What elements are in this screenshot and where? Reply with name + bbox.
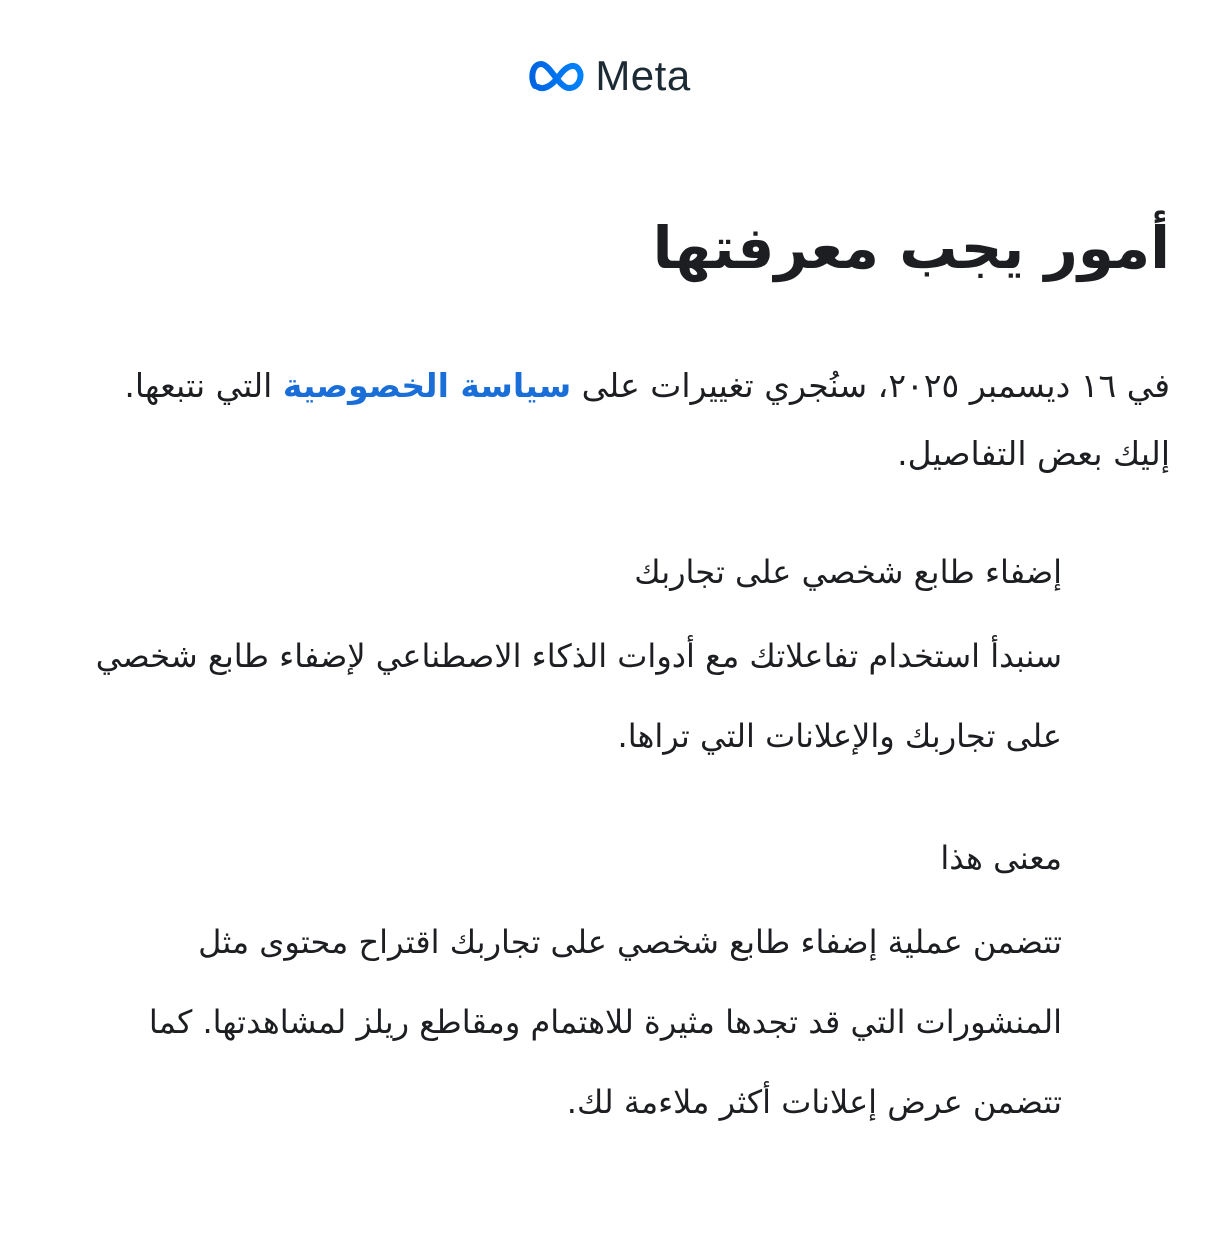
intro-paragraph	[60, 352, 1170, 488]
intro-text-start: في ١٦ ديسمبر ٢٠٢٥، سنُجري تغييرات على	[571, 366, 1170, 405]
page-title: أمور يجب معرفتها	[652, 214, 1170, 282]
section-heading: إضفاء طابع شخصي على تجاربك	[634, 553, 1062, 591]
email-content	[60, 205, 1170, 1142]
section-heading: معنى هذا	[940, 839, 1062, 877]
intro-text-end: التي نتبعها. إليك بعض التفاصيل.	[124, 366, 1170, 473]
email-header	[0, 50, 1220, 102]
section-body: تتضمن عملية إضفاء طابع شخصي على تجاربك اقتراح محتوى مثل المنشورات التي قد تجدها مثيرة للاهتمام ومقاطع ريلز لمشاهدتها. كما تتضمن عرض إعلانات أكثر ملاءمة لك.	[148, 923, 1062, 1121]
privacy-policy-link[interactable]: سياسة الخصوصية	[282, 366, 572, 405]
meta-brand[interactable]	[529, 52, 691, 99]
section-body: سنبدأ استخدام تفاعلاتك مع أدوات الذكاء الاصطناعي لإضفاء طابع شخصي على تجاربك والإعلانات التي تراها.	[95, 637, 1062, 755]
brand-name: Meta	[595, 52, 691, 99]
section-personalization	[60, 538, 1062, 776]
meta-infinity-logo-icon	[529, 59, 585, 93]
section-meaning	[60, 824, 1062, 1142]
